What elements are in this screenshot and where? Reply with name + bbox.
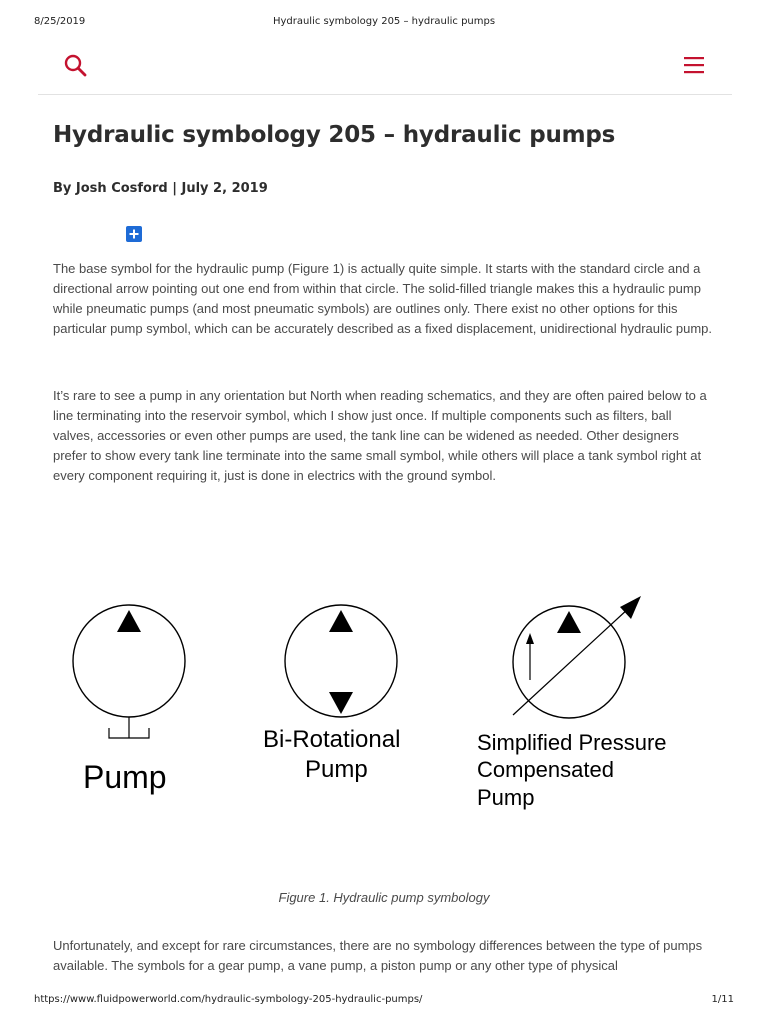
pressure-compensated-label: Compensated xyxy=(477,757,614,782)
bi-rotational-pump-symbol xyxy=(263,605,400,783)
share-button[interactable] xyxy=(126,226,142,242)
pressure-compensated-label: Simplified Pressure xyxy=(477,730,667,755)
print-footer xyxy=(0,994,768,1008)
pressure-compensated-pump-symbol xyxy=(477,596,667,810)
menu-button[interactable] xyxy=(682,54,706,76)
article-title: Hydraulic symbology 205 – hydraulic pumps xyxy=(53,122,616,148)
print-date: 8/25/2019 xyxy=(34,16,86,27)
pump-symbology-figure xyxy=(53,510,715,880)
figure-caption: Figure 1. Hydraulic pump symbology xyxy=(278,890,490,905)
search-icon xyxy=(62,52,90,80)
pump-symbol xyxy=(73,605,185,795)
article-byline: By Josh Cosford | July 2, 2019 xyxy=(53,181,268,196)
article-paragraph: It’s rare to see a pump in any orientation but North when reading schematics, and they are often paired below to a line terminating into the reservoir symbol, which I show just once. If multiple components such as filters, ball valves, accessories or even other pumps are used, the tank line can be widened as needed. Other designers prefer to show every tank line terminate into the same small symbol, while others will place a tank symbol right at every component requiring it, just is done in electrics with the ground symbol. xyxy=(53,388,707,483)
plus-icon xyxy=(126,226,142,242)
site-header xyxy=(38,44,732,95)
print-url: https://www.fluidpowerworld.com/hydraulic-symbology-205-hydraulic-pumps/ xyxy=(34,994,423,1005)
pump-label: Pump xyxy=(83,759,167,795)
print-page-number: 1/11 xyxy=(711,994,734,1005)
bi-rotational-label: Pump xyxy=(305,756,368,783)
bi-rotational-label: Bi-Rotational xyxy=(263,726,401,753)
pump-symbols-diagram xyxy=(53,510,715,880)
print-page-title: Hydraulic symbology 205 – hydraulic pumps xyxy=(272,16,496,27)
article-paragraph: Unfortunately, and except for rare circumstances, there are no symbology differences between the type of pumps available. The symbols for a gear pump, a vane pump, a piston pump or any other type of physical xyxy=(53,938,703,973)
print-header xyxy=(0,16,768,30)
pressure-compensated-label: Pump xyxy=(477,785,535,810)
hamburger-menu-icon xyxy=(682,54,706,76)
article-paragraph: The base symbol for the hydraulic pump (Figure 1) is actually quite simple. It starts with the standard circle and a directional arrow pointing out one end from within that circle. The solid-filled triangle makes this a hydraulic pump while pneumatic pumps (and most pneumatic symbols) are outlines only. There exist no other options for this particular pump symbol, which can be accurately described as a fixed displacement, unidirectional hydraulic pump. xyxy=(53,261,713,336)
search-button[interactable] xyxy=(62,52,90,80)
